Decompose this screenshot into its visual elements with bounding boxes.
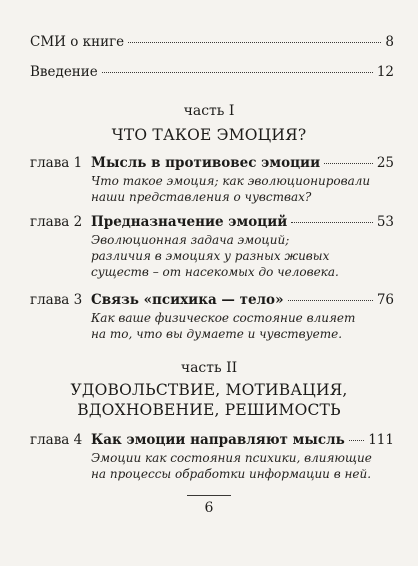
description-line: различия в эмоциях у разных живых	[91, 249, 330, 263]
chapter-description	[91, 450, 394, 482]
part-title-line: УДОВОЛЬСТВИЕ, МОТИВАЦИЯ,	[70, 381, 348, 399]
toc-chapter-1[interactable]	[30, 155, 394, 205]
dot-leader	[128, 42, 381, 43]
dot-leader	[291, 222, 373, 223]
chapter-page: 25	[376, 155, 394, 171]
description-line: Эмоции как состояния психики, влияющие	[91, 451, 372, 465]
description-line: существ – от насекомых до человека.	[91, 265, 339, 279]
chapter-title: Мысль в противовес эмоции	[91, 155, 321, 171]
toc-entry-media[interactable]	[30, 34, 394, 50]
chapter-title: Связь «психика — тело»	[91, 292, 284, 308]
chapter-page: 53	[376, 214, 394, 230]
chapter-description	[91, 232, 394, 280]
description-line: на процессы обработки информации в ней.	[91, 467, 372, 481]
part-2-title	[0, 380, 418, 420]
dot-leader	[349, 440, 364, 441]
chapter-page: 76	[376, 292, 394, 308]
chapter-label: глава 4	[30, 432, 83, 448]
toc-entry-page: 8	[385, 34, 394, 50]
footer-rule	[187, 495, 231, 496]
chapter-description	[91, 310, 394, 342]
part-1-title: ЧТО ТАКОЕ ЭМОЦИЯ?	[111, 126, 307, 144]
chapter-description	[91, 173, 394, 205]
toc-chapter-3[interactable]	[30, 292, 394, 342]
description-line: Что такое эмоция; как эволюционировали	[91, 174, 371, 188]
chapter-label: глава 3	[30, 292, 83, 308]
toc-chapter-2[interactable]	[30, 214, 394, 280]
part-1-label: часть I	[183, 103, 235, 119]
description-line: наши представления о чувствах?	[91, 190, 312, 204]
toc-entry-page: 12	[376, 64, 394, 80]
chapter-title: Как эмоции направляют мысль	[91, 432, 345, 448]
description-line: Как ваше физическое состояние влияет	[91, 311, 356, 325]
chapter-page: 111	[368, 432, 394, 448]
chapter-title: Предназначение эмоций	[91, 214, 288, 230]
dot-leader	[324, 163, 373, 164]
toc-entry-title: СМИ о книге	[30, 34, 125, 50]
chapter-label: глава 1	[30, 155, 83, 171]
chapter-label: глава 2	[30, 214, 83, 230]
toc-entry-introduction[interactable]	[30, 64, 394, 80]
dot-leader	[102, 72, 373, 73]
description-line: Эволюционная задача эмоций;	[91, 233, 290, 247]
part-title-line: ВДОХНОВЕНИЕ, РЕШИМОСТЬ	[77, 401, 341, 419]
toc-chapter-4[interactable]	[30, 432, 394, 482]
dot-leader	[288, 300, 373, 301]
toc-entry-title: Введение	[30, 64, 98, 80]
part-2-label: часть II	[180, 360, 238, 376]
description-line: на то, что вы думаете и чувствуете.	[91, 327, 343, 341]
page-number: 6	[204, 500, 214, 516]
